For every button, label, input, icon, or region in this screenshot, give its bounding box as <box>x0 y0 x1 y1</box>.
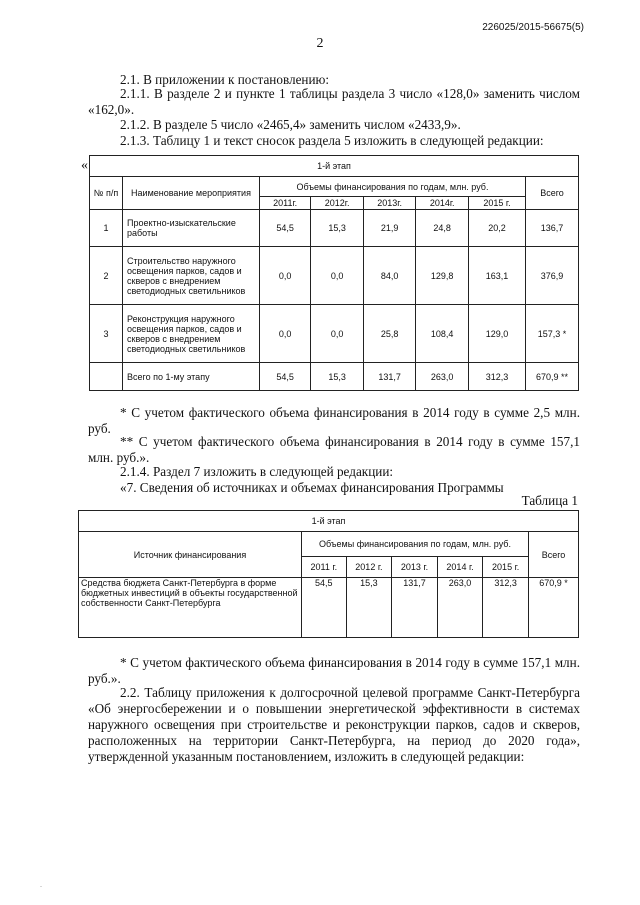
table1-cell: 24,8 <box>416 210 469 247</box>
table1-cell: 263,0 <box>416 363 469 391</box>
table1-year: 2012г. <box>311 197 364 210</box>
table1-cell: 15,3 <box>311 363 364 391</box>
table1-cell: 21,9 <box>363 210 416 247</box>
paragraph-2-1: 2.1. В приложении к постановлению: <box>120 72 330 87</box>
table1-row-num <box>90 363 123 391</box>
table2-col-volumes: Объемы финансирования по годам, млн. руб. <box>302 532 529 557</box>
table2-cell: 54,5 <box>302 578 347 638</box>
table1-year: 2013г. <box>363 197 416 210</box>
paragraph-2-2: 2.2. Таблицу приложения к долгосрочной целевой программе Санкт-Петербурга «Об энергосбережении и о повышении энергетической эффективности в системах наружного освещения при строительстве и реконструкции парков, садов и скверов, расположенных на территории Санкт-Петербурга, на период до 2020 года», утвержденной указанным постановлением, изложить в следующей редакции: <box>88 685 580 764</box>
table2-year: 2011 г. <box>302 557 347 578</box>
table1-cell: 0,0 <box>311 305 364 363</box>
table1-row-name: Проектно-изыскательские работы <box>123 210 260 247</box>
document-id: 226025/2015-56675(5) <box>482 22 584 33</box>
table2-col-source: Источник финансирования <box>79 532 302 578</box>
table1-cell: 129,8 <box>416 247 469 305</box>
table2-cell: 312,3 <box>483 578 529 638</box>
table1-cell: 0,0 <box>260 247 311 305</box>
footnote-3: * С учетом фактического объема финансирования в 2014 году в сумме 157,1 млн. руб.». <box>88 655 580 686</box>
table1-year: 2015 г. <box>468 197 525 210</box>
table-row <box>79 578 579 638</box>
table2-year: 2015 г. <box>483 557 529 578</box>
table2-col-total: Всего <box>529 532 579 578</box>
table1-col-total: Всего <box>526 177 579 210</box>
table-funding-sources <box>78 510 579 638</box>
page-number: 2 <box>316 36 324 51</box>
table1-cell: 0,0 <box>311 247 364 305</box>
table2-cell: 131,7 <box>392 578 438 638</box>
table1-cell: 131,7 <box>363 363 416 391</box>
table1-cell: 84,0 <box>363 247 416 305</box>
table1-cell: 15,3 <box>311 210 364 247</box>
table1-stage-header: 1-й этап <box>90 156 579 177</box>
table1-row-num: 3 <box>90 305 123 363</box>
table-row <box>90 363 579 391</box>
table-row <box>90 247 579 305</box>
table1-col-name: Наименование мероприятия <box>123 177 260 210</box>
table1-row-total: 376,9 <box>526 247 579 305</box>
table-row <box>90 305 579 363</box>
table1-cell: 0,0 <box>260 305 311 363</box>
table1-col-num: № п/п <box>90 177 123 210</box>
table1-cell: 108,4 <box>416 305 469 363</box>
paragraph-2-1-3: 2.1.3. Таблицу 1 и текст сносок раздела 5 изложить в следующей редакции: <box>120 133 544 148</box>
table1-cell: 129,0 <box>468 305 525 363</box>
table-row <box>90 210 579 247</box>
table1-cell: 25,8 <box>363 305 416 363</box>
table2-year: 2014 г. <box>437 557 483 578</box>
table1-row-num: 2 <box>90 247 123 305</box>
quote-open-mark: « <box>81 158 88 173</box>
table-stage-1-activities <box>89 155 579 391</box>
section-7-title: «7. Сведения об источниках и объемах финансирования Программы <box>120 480 504 495</box>
table1-cell: 20,2 <box>468 210 525 247</box>
paragraph-2-1-1: 2.1.1. В разделе 2 и пункте 1 таблицы раздела 3 число «128,0» заменить числом «162,0». <box>88 86 580 117</box>
table1-year: 2011г. <box>260 197 311 210</box>
table1-row-name: Реконструкция наружного освещения парков, садов и скверов с внедрением светодиодных светильников <box>123 305 260 363</box>
table1-row-total: 136,7 <box>526 210 579 247</box>
footnote-2: ** С учетом фактического объема финансирования в 2014 году в сумме 157,1 млн. руб.». <box>88 434 580 465</box>
table2-row-total: 670,9 * <box>529 578 579 638</box>
table1-row-total: 670,9 ** <box>526 363 579 391</box>
table2-row-name: Средства бюджета Санкт-Петербурга в форме бюджетных инвестиций в объекты государственной собственности Санкт-Петербурга <box>79 578 302 638</box>
table1-cell: 312,3 <box>468 363 525 391</box>
scan-mark: . <box>40 880 42 889</box>
table1-row-name: Строительство наружного освещения парков, садов и скверов с внедрением светодиодных светильников <box>123 247 260 305</box>
table1-cell: 54,5 <box>260 210 311 247</box>
table2-year: 2013 г. <box>392 557 438 578</box>
table1-year: 2014г. <box>416 197 469 210</box>
paragraph-2-1-2: 2.1.2. В разделе 5 число «2465,4» заменить числом «2433,9». <box>120 117 461 132</box>
table1-cell: 163,1 <box>468 247 525 305</box>
table2-cell: 15,3 <box>346 578 392 638</box>
table1-total-row-name: Всего по 1-му этапу <box>123 363 260 391</box>
paragraph-2-1-4: 2.1.4. Раздел 7 изложить в следующей редакции: <box>120 464 394 479</box>
table1-row-total: 157,3 * <box>526 305 579 363</box>
table1-col-volumes: Объемы финансирования по годам, млн. руб. <box>260 177 526 197</box>
table2-label: Таблица 1 <box>521 493 578 508</box>
table2-cell: 263,0 <box>437 578 483 638</box>
footnote-1: * С учетом фактического объема финансирования в 2014 году в сумме 2,5 млн. руб. <box>88 405 580 436</box>
table1-cell: 54,5 <box>260 363 311 391</box>
table2-year: 2012 г. <box>346 557 392 578</box>
table1-row-num: 1 <box>90 210 123 247</box>
table2-stage-header: 1-й этап <box>79 511 579 532</box>
